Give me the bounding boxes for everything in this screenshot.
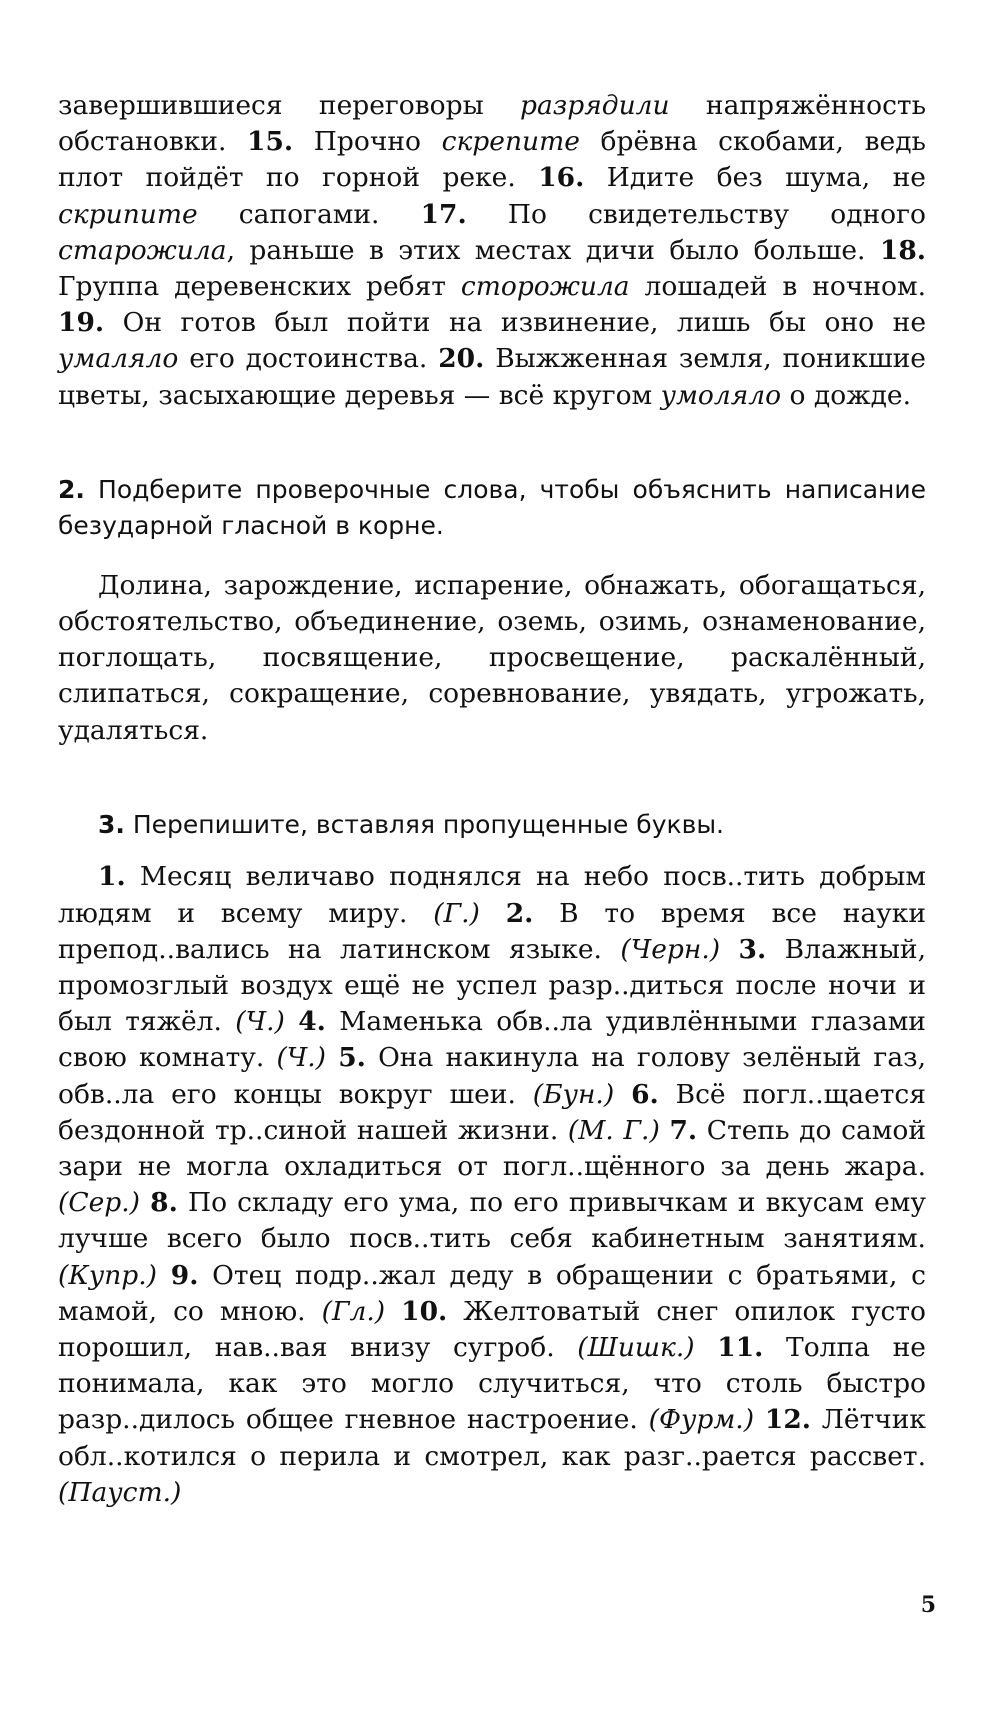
- italic-text: (Сер.): [58, 1187, 141, 1219]
- task-2-text: Подберите проверочные слова, чтобы объяснить написание безударной гласной в корне.: [58, 474, 926, 541]
- task-3-text: Перепишите, вставляя пропущенные буквы.: [124, 809, 725, 839]
- italic-text: скрепите: [441, 126, 580, 158]
- text-run: [614, 1079, 631, 1110]
- text-run: Маменька обв..ла удивлёнными глазами свою комнату.: [58, 1006, 926, 1074]
- text-run: [385, 1296, 401, 1327]
- item-number: 2.: [505, 897, 534, 929]
- page-number: 5: [920, 1592, 936, 1618]
- italic-text: умоляло: [660, 379, 782, 411]
- item-number: 16.: [538, 162, 585, 194]
- item-number: 10.: [401, 1295, 448, 1327]
- task-3-number: 3.: [98, 809, 125, 839]
- text-run: [157, 1260, 171, 1291]
- text-run: Прочно: [293, 126, 442, 158]
- exercise-1-continuation: [58, 88, 926, 414]
- item-number: 15.: [247, 126, 294, 158]
- text-run: , раньше в этих местах дичи было больше.: [226, 234, 880, 266]
- text-run: Она накинула на голову зелёный газ, обв..ла его концы вокруг шеи.: [58, 1042, 926, 1110]
- italic-text: (Шишк.): [577, 1331, 695, 1363]
- italic-text: (Купр.): [58, 1259, 158, 1291]
- text-run: напряжённость обстановки.: [58, 90, 927, 158]
- text-run: брёвна скобами, ведь плот пойдёт по горной реке.: [58, 126, 926, 194]
- item-number: 17.: [420, 198, 467, 230]
- task-2-word-list: Долина, зарождение, испарение, обнажать, обогащаться, обстоятельство, объединение, оземь, озимь, ознаменование, поглощать, посвящение, просвещение, раскалённый, слипаться, сокращение, соревнование, увядать, угрожать, удаляться.: [58, 569, 926, 746]
- item-number: 3.: [738, 933, 767, 965]
- text-run: [695, 1332, 718, 1363]
- text-run: [480, 898, 506, 929]
- text-run: Степь до самой зари не могла охладиться от погл..щённого за день жара.: [58, 1114, 926, 1182]
- item-number: 9.: [170, 1259, 199, 1291]
- book-page: [58, 88, 926, 1511]
- italic-text: (Черн.): [620, 933, 721, 965]
- text-run: о дожде.: [781, 379, 911, 411]
- italic-text: (Бун.): [532, 1078, 615, 1110]
- italic-text: (Пауст.): [58, 1476, 182, 1508]
- text-run: завершившиеся переговоры: [58, 90, 521, 121]
- italic-text: (Ч.): [276, 1042, 327, 1074]
- task-3-instruction: [58, 807, 926, 844]
- item-number: 1.: [98, 861, 126, 893]
- text-run: Влажный, промозглый воздух ещё не успел разр..диться после ночи и был тяжёл.: [58, 933, 927, 1038]
- text-run: Толпа не понимала, как это могло случиться, что столь быстро разр..дилось общее гневное настроение.: [58, 1331, 926, 1436]
- text-run: сапогами.: [197, 198, 421, 230]
- item-number: 6.: [631, 1078, 659, 1110]
- text-run: Идите без шума, не: [584, 162, 926, 194]
- italic-text: умаляло: [58, 343, 179, 375]
- item-number: 19.: [58, 307, 105, 339]
- text-run: По свидетельству одного: [466, 198, 926, 230]
- item-number: 8.: [150, 1187, 178, 1219]
- item-number: 7.: [669, 1114, 698, 1146]
- text-run: По складу его ума, по его привычкам и вкусам ему лучше всего было посв..тить себя кабинетным занятиям.: [58, 1187, 926, 1255]
- text-run: [754, 1404, 765, 1435]
- text-run: [140, 1187, 150, 1218]
- item-number: 11.: [717, 1331, 764, 1363]
- task-2-number: 2.: [58, 474, 85, 504]
- italic-text: сторожила: [460, 271, 630, 303]
- italic-text: скрипите: [58, 198, 198, 230]
- text-run: лошадей в ночном.: [629, 271, 926, 303]
- italic-text: (Гл.): [321, 1295, 386, 1327]
- item-number: 18.: [879, 234, 926, 266]
- item-number: 12.: [764, 1404, 811, 1436]
- italic-text: (Фурм.): [648, 1404, 755, 1436]
- item-number: 20.: [438, 343, 485, 375]
- italic-text: (Ч.): [235, 1006, 285, 1038]
- item-number: 4.: [298, 1006, 326, 1038]
- task-2-instruction: [58, 472, 926, 545]
- text-run: Группа деревенских ребят: [58, 271, 461, 303]
- text-run: Месяц величаво поднялся на небо посв..тить добрым людям и всему миру.: [58, 861, 926, 929]
- text-run: его достоинства.: [178, 343, 439, 375]
- italic-text: (Г.): [433, 897, 480, 929]
- italic-text: старожила: [58, 234, 227, 266]
- text-run: Отец подр..жал деду в обращении с братьями, с мамой, со мною.: [58, 1259, 926, 1327]
- italic-text: (М. Г.): [567, 1114, 660, 1146]
- text-run: Всё погл..щается бездонной тр..синой нашей жизни.: [58, 1078, 926, 1146]
- text-run: Желтоватый снег опилок густо порошил, нав..вая внизу сугроб.: [58, 1295, 926, 1363]
- text-run: Лётчик обл..котился о перила и смотрел, как разг..рается рассвет.: [58, 1404, 926, 1472]
- text-run: [326, 1042, 338, 1073]
- text-run: Выжженная земля, поникшие цветы, засыхающие деревья — всё кругом: [58, 343, 926, 411]
- italic-text: разрядили: [520, 90, 670, 121]
- text-run: [285, 1006, 298, 1037]
- text-run: В то время все науки препод..вались на латинском языке.: [58, 897, 926, 965]
- text-run: [720, 934, 738, 965]
- text-run: Он готов был пойти на извинение, лишь бы оно не: [104, 307, 926, 339]
- task-3-sentences: [58, 859, 926, 1511]
- item-number: 5.: [338, 1042, 366, 1074]
